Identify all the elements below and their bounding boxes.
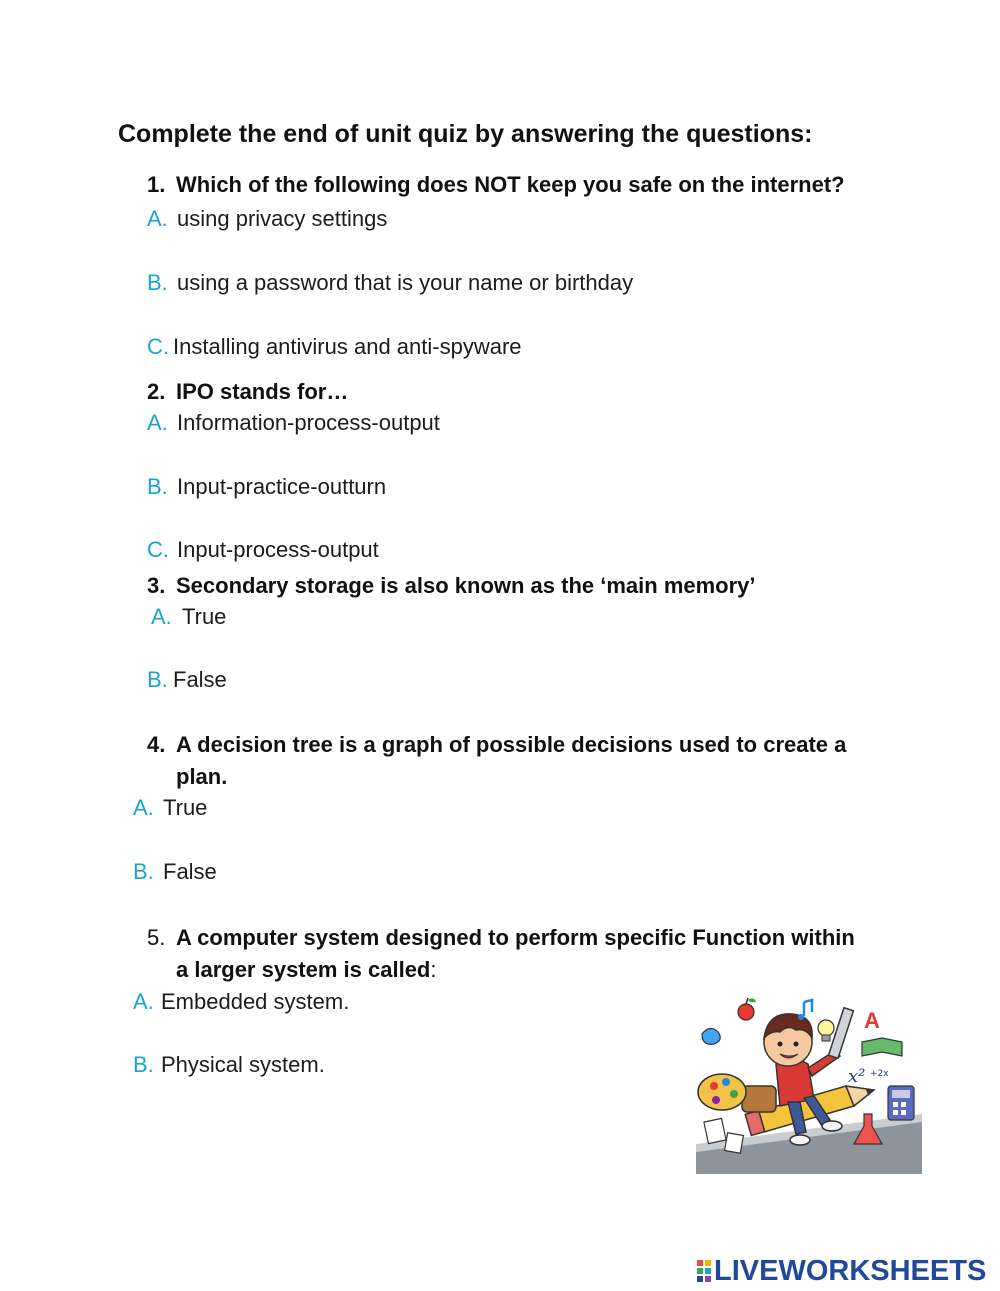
option-letter: C. (147, 537, 169, 562)
palette-icon (698, 1074, 746, 1110)
option-text: True (163, 795, 208, 820)
q1-option-b[interactable] (147, 270, 633, 296)
svg-text:x²: x² (848, 1066, 866, 1087)
question-number: 1. (147, 172, 166, 197)
question-text-line2: a larger system is called (176, 957, 431, 982)
logo-blocks-icon (697, 1260, 711, 1282)
q1-option-a[interactable] (147, 206, 387, 232)
q1-option-c[interactable] (147, 334, 522, 360)
question-number: 4. (147, 732, 166, 757)
svg-text:+2x: +2x (870, 1069, 889, 1079)
option-text: Physical system. (161, 1052, 325, 1077)
question-number: 5. (147, 925, 166, 950)
q3-option-a[interactable] (151, 604, 226, 630)
question-text-line1: A decision tree is a graph of possible decisions used to create a (176, 732, 847, 757)
option-letter: A. (133, 795, 154, 820)
question-4 (147, 729, 907, 793)
calculator-icon (888, 1086, 914, 1120)
q2-option-a[interactable] (147, 410, 440, 436)
option-letter: A. (147, 206, 168, 231)
light-bulb-icon (818, 1020, 834, 1041)
option-letter: A. (151, 604, 172, 629)
question-text-line2: plan. (176, 764, 228, 789)
q5-option-b[interactable] (133, 1052, 325, 1078)
q4-option-a[interactable] (133, 795, 207, 821)
option-text: True (182, 604, 227, 629)
question-text: Secondary storage is also known as the ‘main memory’ (176, 573, 756, 598)
svg-text:A: A (864, 1008, 880, 1033)
apple-icon (738, 998, 756, 1020)
option-letter: B. (133, 859, 154, 884)
q2-option-c[interactable] (147, 537, 379, 563)
liveworksheets-logo (697, 1255, 986, 1287)
option-text: Information-process-output (177, 410, 440, 435)
option-letter: C. (147, 334, 169, 359)
question-text: Which of the following does NOT keep you safe on the internet? (176, 172, 845, 197)
question-text-line2-wrap (147, 954, 907, 986)
option-letter: B. (147, 270, 168, 295)
option-letter: A. (147, 410, 168, 435)
question-text: IPO stands for… (176, 379, 349, 404)
question-2 (147, 379, 348, 405)
question-1 (147, 172, 845, 198)
option-text: False (173, 667, 227, 692)
option-letter: B. (147, 667, 168, 692)
option-text: Input-practice-outturn (177, 474, 387, 499)
question-3 (147, 573, 756, 599)
question-suffix: : (430, 957, 437, 982)
option-text: Embedded system. (161, 989, 350, 1014)
option-letter: B. (133, 1052, 154, 1077)
option-letter: B. (147, 474, 168, 499)
question-number: 2. (147, 379, 166, 404)
kid-riding-pencil-illustration (696, 994, 922, 1174)
question-5 (147, 922, 907, 986)
question-number: 3. (147, 573, 166, 598)
q4-option-b[interactable] (133, 859, 217, 885)
q5-option-a[interactable] (133, 989, 349, 1015)
option-text: False (163, 859, 217, 884)
q3-option-b[interactable] (147, 667, 227, 693)
page-title: Complete the end of unit quiz by answering the questions: (118, 120, 813, 148)
logo-text: LIVEWORKSHEETS (714, 1254, 987, 1287)
option-text: Input-process-output (177, 537, 379, 562)
option-text: using privacy settings (177, 206, 388, 231)
option-text: using a password that is your name or birthday (177, 270, 634, 295)
q2-option-b[interactable] (147, 474, 386, 500)
option-text: Installing antivirus and anti-spyware (173, 334, 522, 359)
option-letter: A. (133, 989, 154, 1014)
question-text-line1: A computer system designed to perform specific Function within (176, 925, 855, 950)
